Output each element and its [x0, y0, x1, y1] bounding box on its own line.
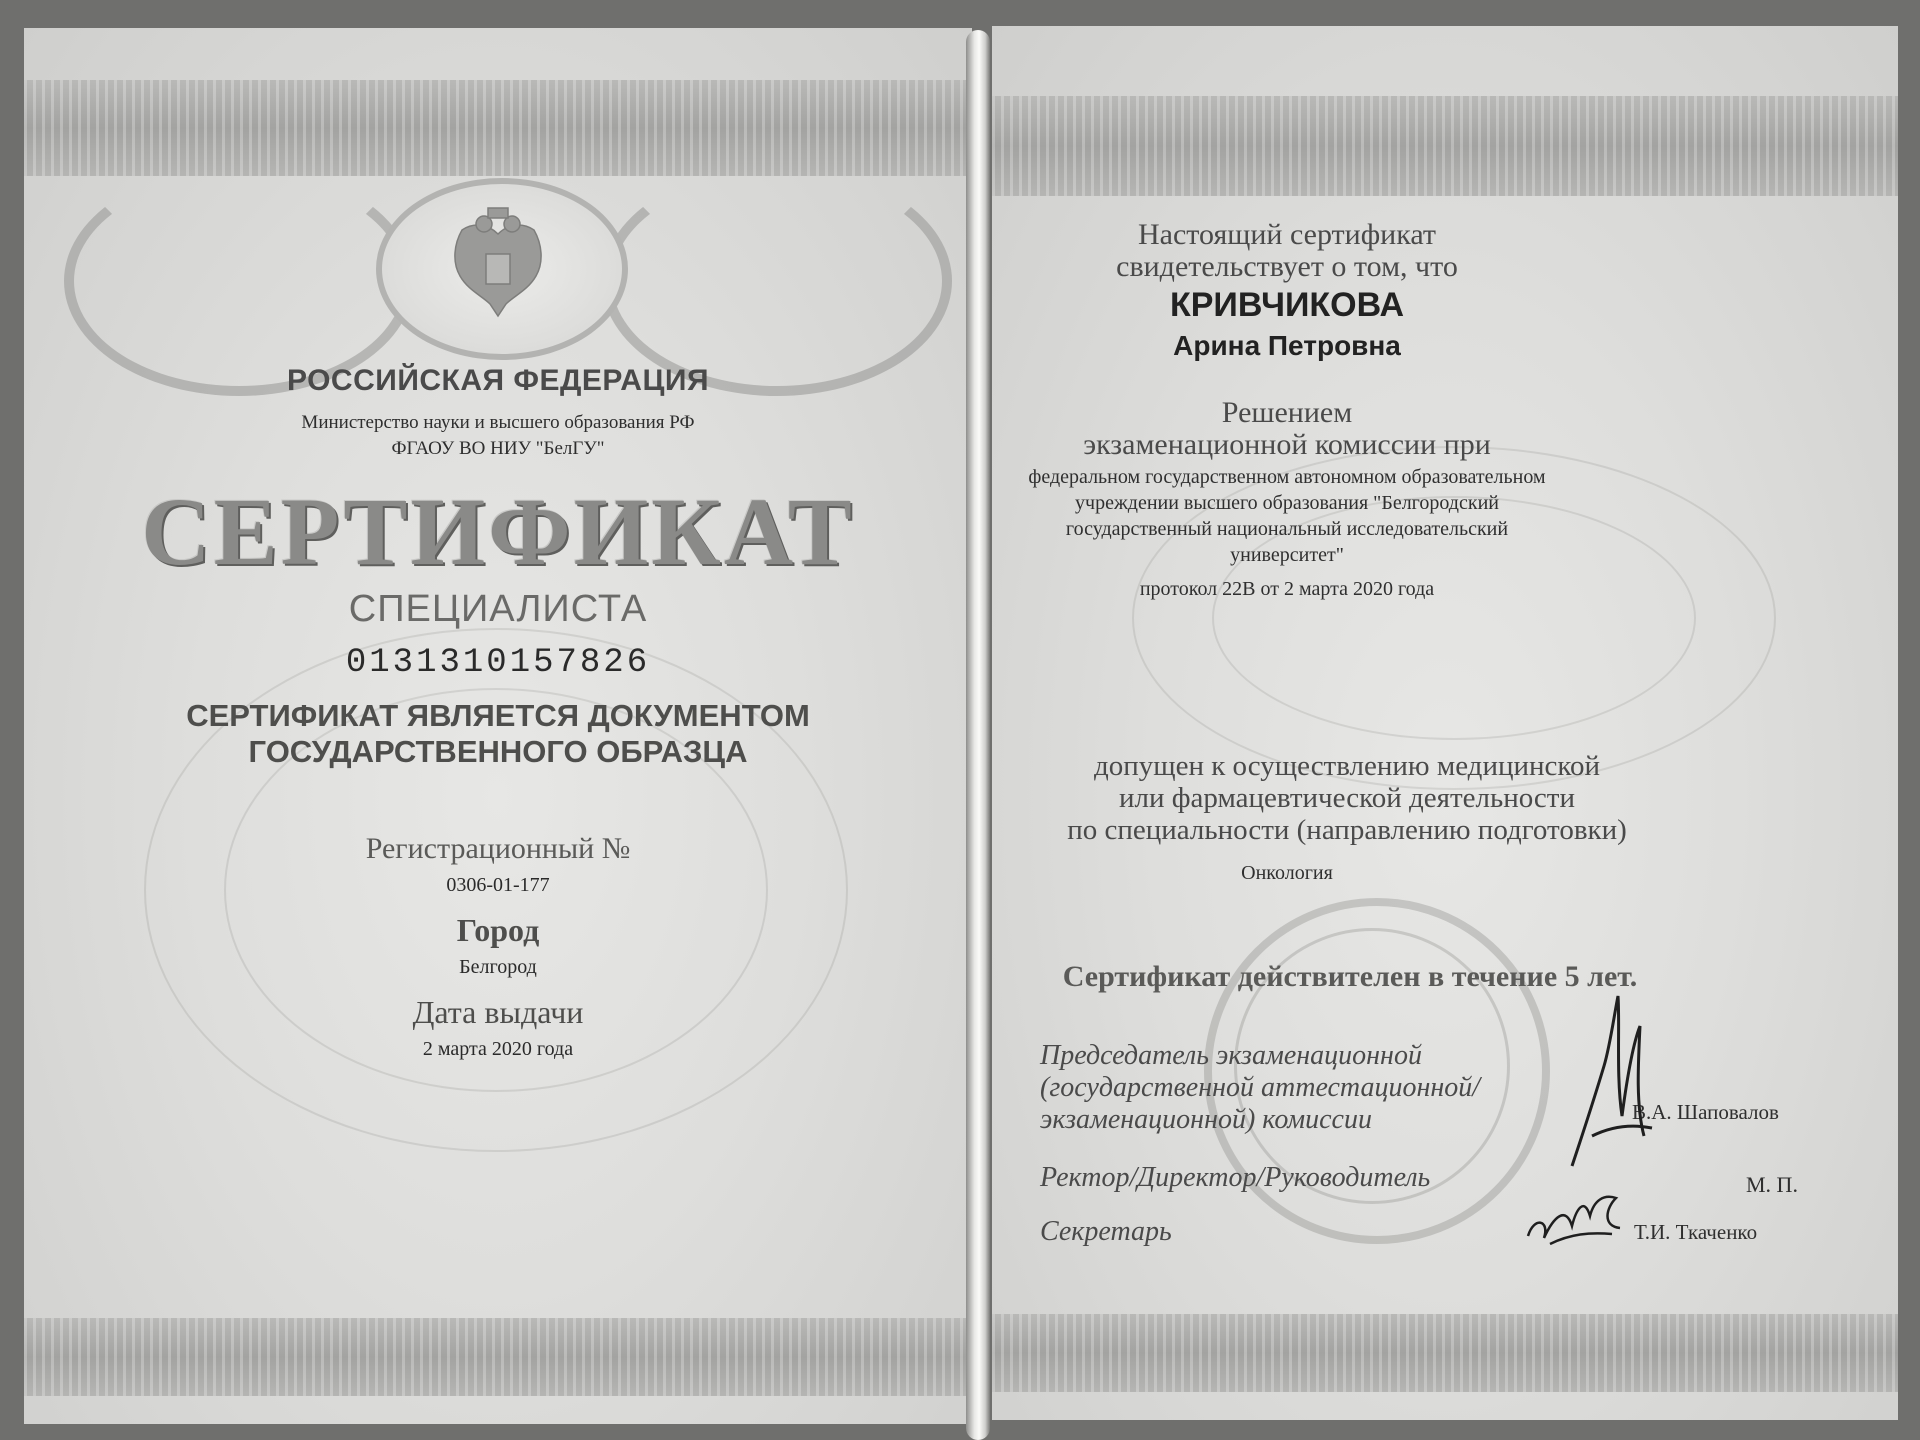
intro-line-1: Настоящий сертификат: [1138, 218, 1436, 251]
issue-date-label: Дата выдачи: [412, 994, 584, 1030]
document-subtitle: СПЕЦИАЛИСТА: [348, 588, 648, 630]
registration-number: 0306-01-177: [446, 874, 550, 896]
issue-date-value: 2 марта 2020 года: [422, 1038, 574, 1060]
binding-cord: [966, 30, 990, 1440]
organization-line-2: учреждении высшего образования "Белгородский: [1075, 492, 1499, 514]
document-title: СЕРТИФИКАТ: [141, 478, 855, 585]
ornament-right: [602, 166, 952, 396]
country-name: РОССИЙСКАЯ ФЕДЕРАЦИЯ: [286, 364, 710, 397]
secretary-label: Секретарь: [1040, 1216, 1172, 1247]
chair-title-line-3: экзаменационной) комиссии: [1040, 1104, 1372, 1135]
secretary-name: Т.И. Ткаченко: [1634, 1220, 1758, 1244]
organization-line-3: государственный национальный исследовательский: [1065, 518, 1509, 540]
chair-name: В.А. Шаповалов: [1632, 1100, 1779, 1124]
top-ornament-band: [24, 80, 972, 176]
city-value: Белгород: [459, 956, 537, 978]
specialty-value: Онкология: [1241, 862, 1333, 884]
chair-signature: [1552, 986, 1672, 1176]
holder-given-names: Арина Петровна: [1173, 330, 1401, 361]
registration-label: Регистрационный №: [365, 832, 631, 865]
chair-title-line-1: Председатель экзаменационной: [1040, 1040, 1422, 1071]
organization-line-1: федеральном государственном автономном образовательном: [1028, 466, 1546, 488]
holder-surname: КРИВЧИКОВА: [1169, 286, 1405, 324]
ministry-name: Министерство науки и высшего образования РФ: [301, 412, 695, 433]
chair-title-line-2: (государственной аттестационной/: [1040, 1072, 1481, 1103]
state-document-line-2: ГОСУДАРСТВЕННОГО ОБРАЗЦА: [248, 734, 748, 769]
admitted-line-2: или фармацевтической деятельности: [1118, 782, 1575, 814]
serial-number: 0131310157826: [345, 644, 651, 682]
organization-line-4: университет": [1230, 544, 1344, 566]
intro-line-2: свидетельствует о том, что: [1116, 250, 1458, 283]
secretary-signature: [1520, 1186, 1640, 1256]
ornament-left: [64, 166, 414, 396]
left-page: [24, 28, 972, 1424]
validity-statement: Сертификат действителен в течение 5 лет.: [1062, 960, 1638, 993]
right-page: [992, 26, 1898, 1420]
decision-line-1: Решением: [1221, 396, 1353, 429]
admitted-line-1: допущен к осуществлению медицинской: [1093, 750, 1601, 782]
bottom-ornament-band: [992, 1314, 1898, 1392]
institution-short: ФГАОУ ВО НИУ "БелГУ": [391, 438, 605, 459]
coat-of-arms-icon: [444, 204, 552, 330]
rector-label: Ректор/Директор/Руководитель: [1040, 1162, 1431, 1193]
seal-mark: М. П.: [1746, 1172, 1798, 1197]
bottom-ornament-band: [24, 1318, 972, 1396]
state-document-line-1: СЕРТИФИКАТ ЯВЛЯЕТСЯ ДОКУМЕНТОМ: [186, 698, 810, 733]
decision-line-2: экзаменационной комиссии при: [1083, 428, 1491, 461]
protocol-line: протокол 22В от 2 марта 2020 года: [1139, 578, 1435, 600]
admitted-line-3: по специальности (направлению подготовки): [1067, 814, 1627, 846]
city-label: Город: [456, 912, 540, 948]
top-ornament-band: [992, 96, 1898, 196]
